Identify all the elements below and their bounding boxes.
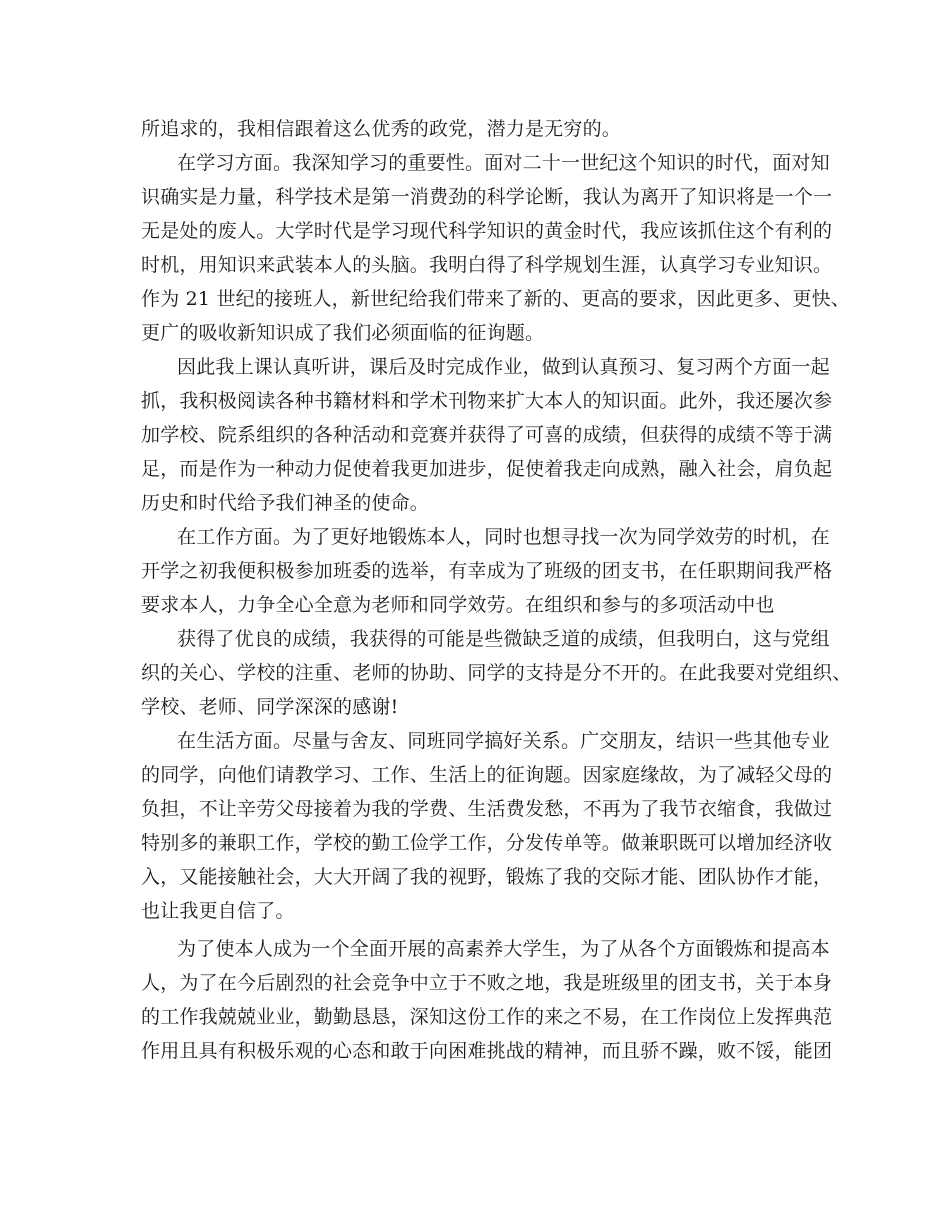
text-line: 作为 21 世纪的接班人，新世纪给我们带来了新的、更高的要求，因此更多、更快、: [141, 288, 851, 310]
text-line: 人，为了在今后剧烈的社会竞争中立于不败之地，我是班级里的团支书，关于本身: [141, 972, 833, 994]
text-line: 特别多的兼职工作，学校的勤工俭学工作，分发传单等。做兼职既可以增加经济收: [141, 832, 833, 854]
text-line: 抓，我积极阅读各种书籍材料和学术刊物来扩大本人的知识面。此外，我还屡次参: [141, 390, 833, 412]
paragraph-first-line: 在学习方面。我深知学习的重要性。面对二十一世纪这个知识的时代，面对知: [177, 152, 830, 174]
text-line: 识确实是力量，科学技术是第一消费劲的科学论断，我认为离开了知识将是一个一: [141, 186, 833, 208]
text-line: 开学之初我便积极参加班委的选举，有幸成为了班级的团支书，在任职期间我严格: [141, 560, 833, 582]
text-line: 所追求的，我相信跟着这么优秀的政党，潜力是无穷的。: [141, 118, 622, 140]
text-line: 更广的吸收新知识成了我们必须面临的征询题。: [141, 322, 545, 344]
text-line: 织的关心、学校的注重、老师的协助、同学的支持是分不开的。在此我要对党组织、: [141, 662, 852, 684]
text-line: 的工作我兢兢业业，勤勤恳恳，深知这份工作的来之不易，在工作岗位上发挥典范: [141, 1006, 833, 1028]
text-line: 足，而是作为一种动力促使着我更加进步，促使着我走向成熟，融入社会，肩负起: [141, 458, 833, 480]
text-line: 的同学，向他们请教学习、工作、生活上的征询题。因家庭缘故，为了减轻父母的: [141, 764, 833, 786]
text-line: 也让我更自信了。: [141, 900, 295, 922]
text-line: 负担，不让辛劳父母接着为我的学费、生活费发愁，不再为了我节衣缩食，我做过: [141, 798, 833, 820]
paragraph-first-line: 获得了优良的成绩，我获得的可能是些微缺乏道的成绩，但我明白，这与党组: [177, 628, 830, 650]
paragraph-first-line: 因此我上课认真听讲，课后及时完成作业，做到认真预习、复习两个方面一起: [177, 356, 830, 378]
paragraph-first-line: 为了使本人成为一个全面开展的高素养大学生，为了从各个方面锻炼和提高本: [177, 938, 830, 960]
text-line: 加学校、院系组织的各种活动和竞赛并获得了可喜的成绩，但获得的成绩不等于满: [141, 424, 833, 446]
text-line: 学校、老师、同学深深的感谢!: [141, 696, 399, 718]
paragraph-first-line: 在工作方面。为了更好地锻炼本人，同时也想寻找一次为同学效劳的时机，在: [177, 526, 830, 548]
text-line: 作用且具有积极乐观的心态和敢于向困难挑战的精神，而且骄不躁，败不馁，能团: [141, 1040, 833, 1062]
text-line: 无是处的废人。大学时代是学习现代科学知识的黄金时代，我应该抓住这个有利的: [141, 220, 833, 242]
paragraph-first-line: 在生活方面。尽量与舍友、同班同学搞好关系。广交朋友，结识一些其他专业: [177, 730, 830, 752]
text-line: 历史和时代给予我们神圣的使命。: [141, 492, 430, 514]
text-line: 入，又能接触社会，大大开阔了我的视野，锻炼了我的交际才能、团队协作才能，: [141, 866, 833, 888]
text-line: 时机，用知识来武装本人的头脑。我明白得了科学规划生涯，认真学习专业知识。: [141, 254, 833, 276]
text-line: 要求本人，力争全心全意为老师和同学效劳。在组织和参与的多项活动中也: [141, 594, 775, 616]
